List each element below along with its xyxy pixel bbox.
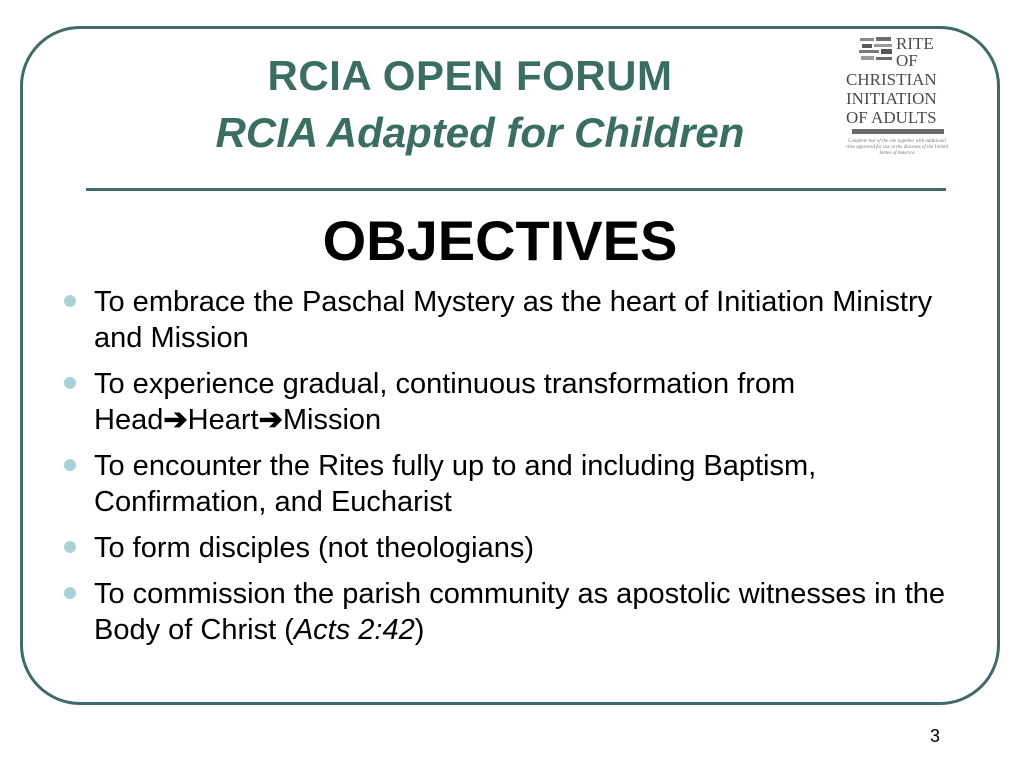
rcia-book-cover-image <box>846 33 948 183</box>
bullet-text: ) <box>414 614 425 646</box>
book-small-text: Complete text of the rite together with additional rites approved for use in the dioceses of the United States of America <box>846 139 948 156</box>
bullet-text: Mission <box>282 404 382 436</box>
book-title-line: RITE <box>896 34 934 53</box>
bullet-text: To embrace the Paschal Mystery as the heart of Initiation Ministry and Mission <box>94 286 933 354</box>
list-item <box>58 366 978 438</box>
arrow-right-icon: ➔ <box>163 404 188 436</box>
bullet-icon <box>64 587 76 599</box>
objectives-heading: OBJECTIVES <box>322 209 678 272</box>
list-item <box>58 448 978 520</box>
scripture-reference: Acts 2:42 <box>293 614 415 646</box>
book-edition-band <box>852 129 944 134</box>
page-number: 3 <box>929 726 940 746</box>
bullet-text: Heart <box>187 404 259 436</box>
bullet-icon <box>64 459 76 471</box>
bullet-icon <box>64 377 76 389</box>
book-title-line: INITIATION <box>846 89 937 108</box>
book-title-line: OF <box>896 51 918 70</box>
list-item <box>58 576 978 648</box>
objectives-list <box>58 284 978 658</box>
bullet-text: To form disciples (not theologians) <box>94 532 535 564</box>
slide-subtitle: RCIA Adapted for Children <box>215 109 745 156</box>
bullet-text: To commission the parish community as apostolic witnesses in the Body of Christ ( <box>94 578 946 646</box>
bullet-icon <box>64 541 76 553</box>
list-item <box>58 284 978 356</box>
arrow-right-icon: ➔ <box>258 404 283 436</box>
book-emblem-icon <box>858 35 894 65</box>
book-title-line: OF ADULTS <box>846 108 937 127</box>
slide-title: RCIA OPEN FORUM <box>267 52 673 99</box>
book-title-line: CHRISTIAN <box>846 70 937 89</box>
title-divider <box>86 188 946 191</box>
bullet-icon <box>64 295 76 307</box>
bullet-text: To experience gradual, continuous transformation from Head <box>94 368 796 436</box>
bullet-text: To encounter the Rites fully up to and including Baptism, Confirmation, and Eucharist <box>94 450 817 518</box>
list-item <box>58 530 978 566</box>
